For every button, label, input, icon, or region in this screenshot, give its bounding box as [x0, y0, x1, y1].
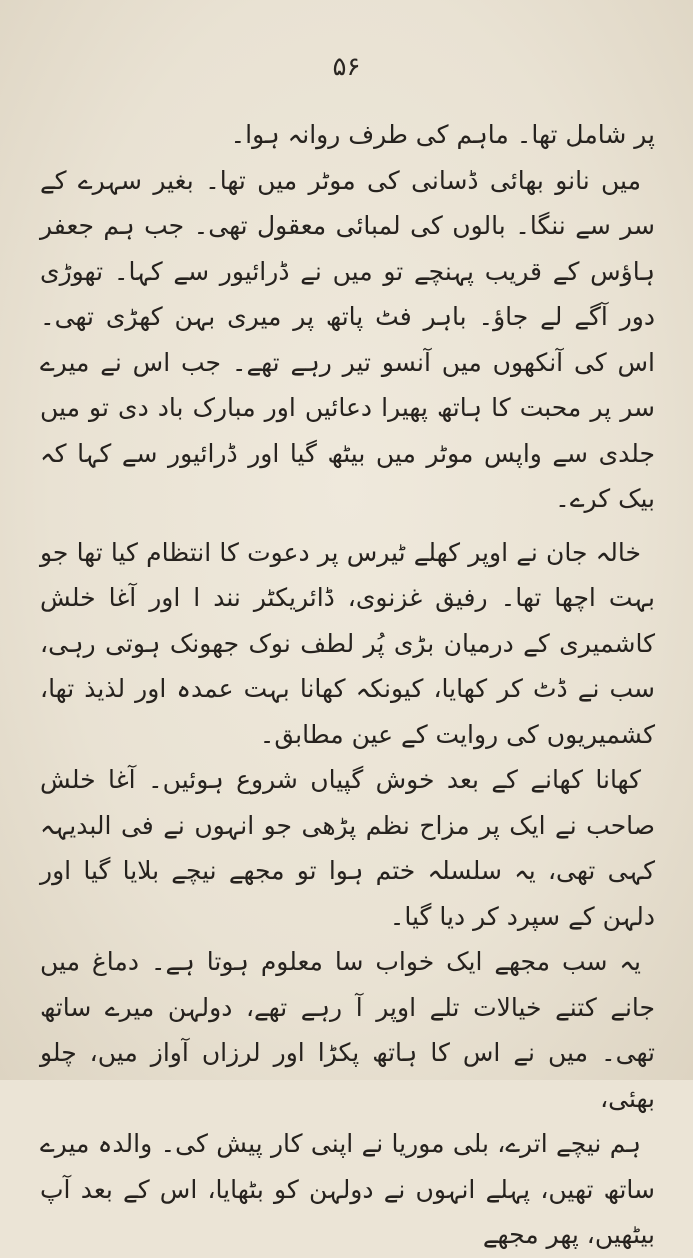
paragraph-1: پر شامل تھا۔ ماہم کی طرف روانہ ہوا۔ — [230, 120, 655, 149]
paragraph-2: میں نانو بھائی ڈسانی کی موٹر میں تھا۔ بغیر سہرے کے سر سے ننگا۔ بالوں کی لمبائی معقول تھی۔ جب ہم جعفر ہاؤس کے قریب پہنچے تو میں نے ڈرائیور سے کہا۔ تھوڑی دور آگے لے جاؤ۔ باہر فٹ پاتھ پر میری بہن کھڑی تھی۔ اس کی آنکھوں میں آنسو تیر رہے تھے۔ جب اس نے میرے سر پر محبت کا ہاتھ پھیرا دعائیں اور مبارک باد دی تو میں جلدی سے واپس موٹر میں بیٹھ گیا اور ڈرائیور سے کہا کہ بیک کرے۔ — [40, 165, 655, 513]
paragraph-3: خالہ جان نے اوپر کھلے ٹیرس پر دعوت کا انتظام کیا تھا جو بہت اچھا تھا۔ رفیق غزنوی، ڈائریکٹر نند ا اور آغا خلش کاشمیری کے درمیان بڑی پُر لطف نوک جھونک ہوتی رہی، سب نے ڈٹ کر کھایا، کیونکہ کھانا بہت عمدہ اور لذیذ تھا، کشمیریوں کی روایت کے عین مطابق۔ — [40, 537, 655, 749]
paragraph-5: یہ سب مجھے ایک خواب سا معلوم ہوتا ہے۔ دماغ میں جانے کتنے خیالات تلے اوپر آ رہے تھے، دولہن میرے ساتھ تھی۔ میں نے اس کا ہاتھ پکڑا اور لرزاں آواز میں، چلو بھئی، — [40, 947, 655, 1113]
page-text — [40, 112, 655, 1258]
paragraph-4: کھانا کھانے کے بعد خوش گپیاں شروع ہوئیں۔ آغا خلش صاحب نے ایک پر مزاح نظم پڑھی جو انہوں نے فی البدیہہ کہی تھی، یہ سلسلہ ختم ہوا تو مجھے نیچے بلایا گیا اور دلہن کے سپرد کر دیا گیا۔ — [40, 765, 655, 931]
paragraph-6: ہم نیچے اترے، بلی موریا نے اپنی کار پیش کی۔ والدہ میرے ساتھ تھیں، پہلے انہوں نے دولہن کو بٹھایا، اس کے بعد آپ بیٹھیں، پھر مجھے — [40, 1129, 655, 1249]
page-number: ۵۶ — [332, 52, 361, 82]
